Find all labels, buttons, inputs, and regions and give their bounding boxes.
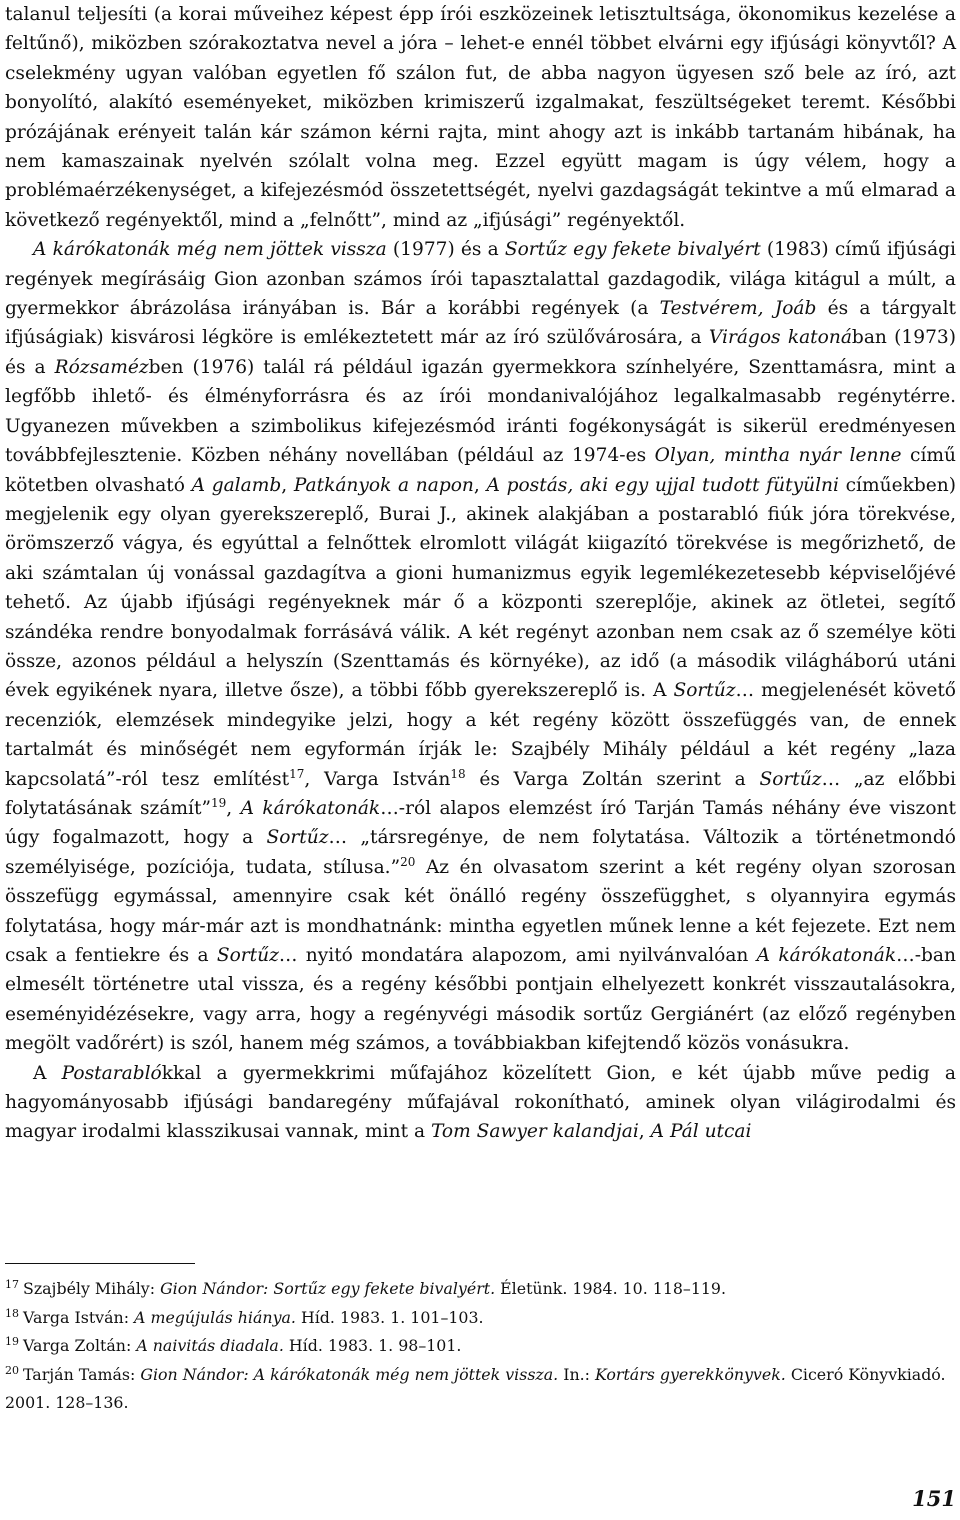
footnote-reference: 17: [289, 766, 305, 781]
italic-title: A Pál utcai: [650, 1121, 752, 1143]
footnote-separator: [5, 1263, 195, 1264]
footnote-number: 19: [5, 1335, 19, 1348]
text-run: , Varga István: [304, 768, 451, 790]
italic-title: A kárókatonák: [240, 797, 381, 819]
footnote: [5, 1275, 956, 1304]
italic-title: A postás, aki egy ujjal tudott fütyülni: [486, 474, 839, 496]
italic-title: A kárókatonák: [756, 945, 897, 966]
italic-title: Olyan, mintha nyár lenne: [654, 445, 902, 467]
text-run: Varga Zoltán:: [23, 1336, 137, 1355]
italic-title: Testvérem, Joáb: [659, 298, 817, 320]
footnote-number: 20: [5, 1363, 19, 1377]
text-run: és Varga Zoltán szerint a: [465, 768, 760, 790]
text-run: Életünk. 1984. 10. 118–119.: [495, 1279, 727, 1298]
footnote: [5, 1361, 956, 1418]
text-run: Szajbély Mihály:: [23, 1279, 161, 1298]
text-run: … megjelenését követő recenziók, elemzések mindegyike jelzi, hogy a két regény között összefüggés van, de ennek tartalmát és minőségét nem egyformán írják le: Szajbély Mihály például a két regény „laza kapcsolatá”-ról tesz említést: [5, 680, 956, 790]
text-run: Híd. 1983. 1. 98–101.: [283, 1336, 462, 1355]
italic-title: Sortűz egy fekete bivalyért: [504, 239, 761, 261]
text-run: talanul teljesíti (a korai műveihez képest épp írói eszközeinek letisztultsága, ökonomikus kezelése a feltűnő), miközben szórakoztatva nevel a jóra – lehet-e ennél többet elvárni egy ifjúsági könyvtől? A cselekmény ugyan valóban egyetlen fő szálon fut, de abba nagyon ügyesen sző bele az író, azt bonyolító, alakító eseményeket, miközben krimiszerű izgalmakat, feszültségeket teremt. Későbbi prózájának erényeit talán kár számon kérni rajta, mint ahogy azt is inkább tartanám hibának, ha nem kamaszainak nyelvén szólalt volna meg. Ezzel együtt magam is úgy vélem, hogy a problémaérzékenységet, a kifejezésmód összetettségét, nyelvi gazdagságát tekintve a mű elmarad a következő regényektől, mind a „felnőtt”, mind az „ifjúsági” regényektől.: [5, 4, 956, 231]
paragraph: [5, 1059, 956, 1147]
footnote-reference: 20: [400, 854, 416, 869]
footnote-number: 18: [5, 1306, 19, 1320]
text-run: ,: [226, 797, 241, 819]
footnotes: [5, 1275, 956, 1418]
text-run: (1977) és a: [386, 239, 505, 261]
text-run: … nyitó mondatára alapozom, ami nyilvánvalóan: [278, 945, 757, 966]
text-run: Varga István:: [23, 1307, 135, 1327]
footnote-reference: 19: [210, 795, 227, 810]
text-run: (1983) című ifjúsági regények megírásáig Gion azonban számos írói tapasztalattal gazdagodik, világa kitágul a múlt, a gyermekkor ábrázolása irányában is. Bár a korábbi regények (a: [5, 239, 956, 320]
italic-title: A galamb: [191, 474, 282, 496]
italic-title: A megújulás hiánya.: [134, 1307, 296, 1327]
text-run: Ciceró Könyvkiadó. 2001. 128–136.: [5, 1364, 946, 1412]
text-run: címűekben) megjelenik egy olyan gyerekszereplő, Burai J., akinek alakjában a postarabló fiúk jóra törekvése, örömszerző vágya, és egyúttal a felnőttek elromlott világát kiigazító törekvése is megőrizhető, de aki számtalan új vonással gazdagítva a gioni humanizmus egyik legemlékezetesebb képviselőjévé tehető. Az újabb ifjúsági regényeknek már ő a központi szereplője, akinek az ötletei, segítő szándéka rendre bonyodalmak forrásává válik. A két regényt azonban nem csak az ő személye köti össze, azonos például a helyszín (Szenttamás és környéke), az idő (a második világháború utáni évek egyikének nyara, illetve ősze), a többi főbb gyerekszereplő is. A: [5, 474, 956, 702]
text-run: Az én olvasatom szerint a két regény olyan szorosan összefügg egymással, amennyire csak két önálló regény összefügghet, s olyannyira egymás folytatása, hogy már-már azt is mondhatnánk: mintha egyetlen műnek lenne a két fejezete. Ezt nem csak a fentiekre és a: [5, 856, 956, 966]
paragraph: [5, 235, 956, 1058]
text-run: ben (1976) talál rá például igazán gyermekkora színhelyére, Szenttamásra, mint a legfőbb ihlető- és élményforrásra és az írói mondanivalójához legalkalmasabb regénytérre. Ugyanezen művekben a szimbolikus kifejezésmód iránti fogékonyságát is sikerül eredményesen továbbfejlesztenie. Közben néhány novellában (például az 1974-es: [5, 356, 957, 467]
text-run: A: [33, 1062, 62, 1084]
footnote-reference: 18: [450, 766, 466, 781]
footnote: [5, 1304, 956, 1333]
text-run: ,: [638, 1121, 651, 1143]
text-run: …-ban elmesélt történetre utal vissza, és a regény későbbi pontjain elhelyezett konkrét visszautalásokra, eseményidézésekre, vagy arra, hogy a regényvégi második sortűz Gergiánért (az előző regényben megölt vadőrért) is szól, hanem még számos, a továbbiakban kifejtendő közös vonásukra.: [5, 945, 956, 1055]
document-page: [5, 0, 956, 1520]
italic-title: Sortűz: [759, 768, 822, 790]
italic-title: Kortárs gyerekkönyvek.: [595, 1364, 786, 1384]
footnote-number: 17: [5, 1278, 19, 1291]
text-run: ,: [281, 474, 294, 496]
italic-title: Gion Nándor: A kárókatonák még nem jöttek vissza.: [140, 1364, 559, 1384]
text-run: kkal a gyermekkrimi műfajához közelített Gion, e két újabb műve pedig a hagyományosabb ifjúsági bandaregény műfajával rokonítható, aminek olyan világirodalmi és magyar irodalmi klasszikusai vannak, mint a: [5, 1062, 956, 1143]
italic-title: Tom Sawyer kalandjai: [430, 1121, 639, 1143]
italic-title: Postarabló: [61, 1062, 162, 1084]
text-run: Tarján Tamás:: [23, 1364, 141, 1384]
italic-title: A naivitás diadala.: [136, 1336, 284, 1355]
text-run: ban (1973) és a: [5, 327, 956, 378]
text-run: ,: [473, 474, 487, 496]
footnote: [5, 1332, 956, 1361]
italic-title: Patkányok a napon: [293, 474, 474, 496]
italic-title: Gion Nándor: Sortűz egy fekete bivalyért.: [160, 1279, 496, 1298]
italic-title: Sortűz: [216, 945, 279, 966]
italic-title: Sortűz: [266, 827, 329, 849]
text-run: … „társregénye, de nem folytatása. Változik a történetmondó személyisége, pozíciója, tudata, stílusa.”: [5, 827, 956, 878]
text-run: Híd. 1983. 1. 101–103.: [295, 1307, 484, 1327]
text-run: című kötetben olvasható: [5, 445, 956, 496]
italic-title: A kárókatonák még nem jöttek vissza: [33, 239, 387, 261]
text-run: In.:: [558, 1364, 595, 1384]
italic-title: Rózsaméz: [54, 356, 149, 378]
text-run: és a tárgyalt ifjúságiak) kisvárosi légköre is emlékeztetett már az író szülővárosára, a: [5, 298, 956, 349]
body-text: [5, 0, 956, 1147]
text-run: …-ról alapos elemzést író Tarján Tamás néhány éve viszont úgy fogalmazott, hogy a: [5, 797, 956, 849]
text-run: … „az előbbi folytatásának számít”: [5, 768, 957, 819]
page-number: 151: [912, 1486, 956, 1511]
paragraph: [5, 0, 956, 235]
italic-title: Virágos katoná: [708, 327, 852, 349]
italic-title: Sortűz: [673, 680, 736, 702]
